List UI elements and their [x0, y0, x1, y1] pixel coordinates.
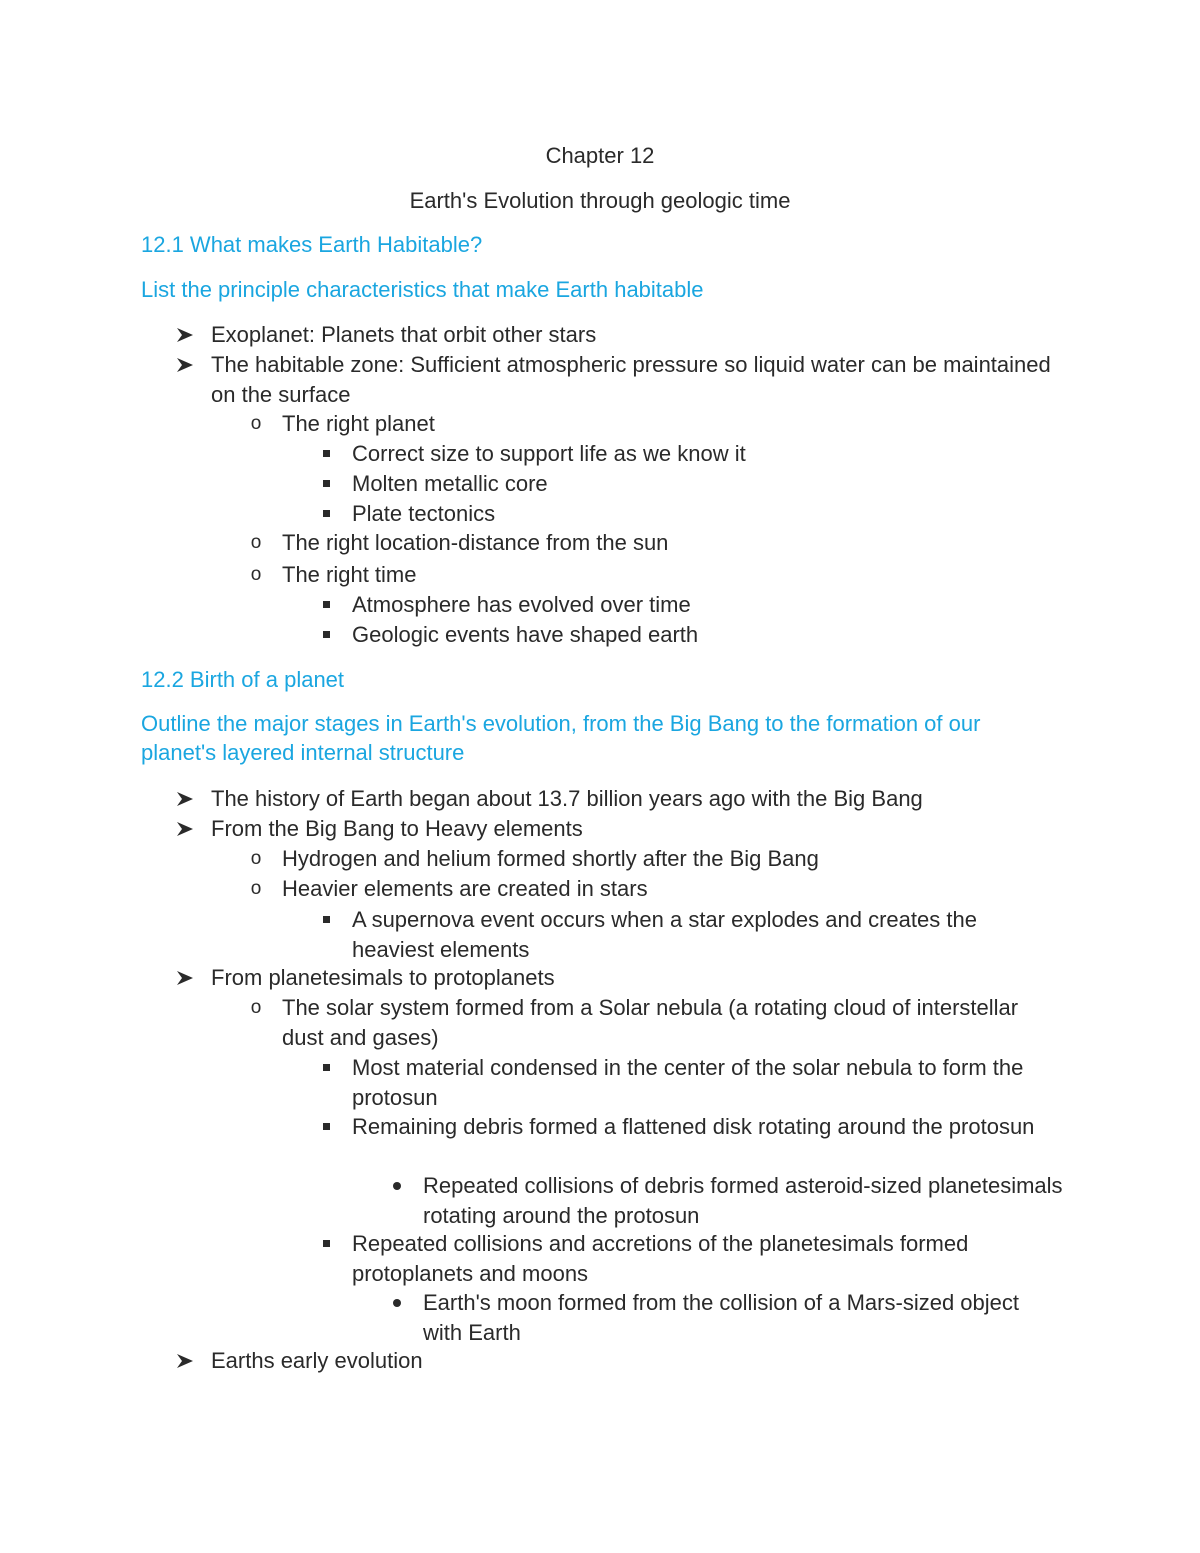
list-item-text: Earth's moon formed from the collision of a Mars-sized object with Earth: [423, 1290, 1019, 1345]
list-item: [211, 963, 1061, 993]
list-item: [250, 409, 1062, 439]
list-item: [423, 1171, 1063, 1230]
list-item-text: Remaining debris formed a flattened disk rotating around the protosun: [352, 1114, 1035, 1139]
chapter-title: Chapter 12: [545, 143, 655, 168]
section-objective-12-1: List the principle characteristics that make Earth habitable: [141, 277, 704, 302]
list-item: [250, 844, 1062, 874]
list-item-text: The right time: [282, 562, 417, 587]
list-item-text: Exoplanet: Planets that orbit other stars: [211, 322, 597, 347]
square-bullet-icon: [316, 1112, 336, 1142]
circle-bullet-icon: o: [250, 848, 262, 870]
arrowhead-bullet-icon: [175, 350, 195, 380]
list-item: [352, 1112, 1062, 1142]
circle-bullet-icon: o: [250, 878, 262, 900]
list-item: [250, 560, 1062, 590]
list-item: [250, 874, 1062, 904]
list-item: [352, 590, 1062, 620]
list-item-text: The solar system formed from a Solar nebula (a rotating cloud of interstellar dust and gases): [282, 995, 1019, 1050]
list-item: [423, 1288, 1063, 1347]
list-item: [211, 1346, 1061, 1376]
list-item: [352, 469, 1062, 499]
square-bullet-icon: [316, 499, 336, 529]
list-item-text: The habitable zone: Sufficient atmospheric pressure so liquid water can be maintained on the surface: [211, 352, 1051, 407]
dot-bullet-icon: [387, 1288, 407, 1318]
list-item-text: Atmosphere has evolved over time: [352, 592, 691, 617]
list-item-text: Correct size to support life as we know it: [352, 441, 746, 466]
list-item-text: The history of Earth began about 13.7 billion years ago with the Big Bang: [211, 786, 923, 811]
list-item: [211, 350, 1061, 409]
list-item: [352, 439, 1062, 469]
square-bullet-icon: [316, 905, 336, 935]
arrowhead-bullet-icon: [175, 784, 195, 814]
list-item-text: From the Big Bang to Heavy elements: [211, 816, 583, 841]
dot-bullet-icon: [387, 1171, 407, 1201]
list-item-text: Molten metallic core: [352, 471, 548, 496]
list-item-text: Plate tectonics: [352, 501, 496, 526]
arrowhead-bullet-icon: [175, 320, 195, 350]
list-item-text: From planetesimals to protoplanets: [211, 965, 555, 990]
square-bullet-icon: [316, 620, 336, 650]
list-item-text: Most material condensed in the center of the solar nebula to form the protosun: [352, 1055, 1024, 1110]
list-item-text: Heavier elements are created in stars: [282, 876, 648, 901]
list-item: [211, 320, 1061, 350]
square-bullet-icon: [316, 590, 336, 620]
list-item-text: Repeated collisions of debris formed asteroid-sized planetesimals rotating around the protosun: [423, 1173, 1063, 1228]
list-item: [211, 784, 1061, 814]
list-item-text: A supernova event occurs when a star explodes and creates the heaviest elements: [352, 907, 977, 962]
list-item-text: Geologic events have shaped earth: [352, 622, 699, 647]
circle-bullet-icon: o: [250, 997, 262, 1019]
circle-bullet-icon: o: [250, 564, 262, 586]
list-item: [211, 814, 1061, 844]
list-item: [352, 905, 1062, 964]
list-item: [352, 1229, 1062, 1288]
list-item: [352, 499, 1062, 529]
list-item-text: Earths early evolution: [211, 1348, 423, 1373]
list-item-text: The right location-distance from the sun: [282, 530, 669, 555]
arrowhead-bullet-icon: [175, 814, 195, 844]
square-bullet-icon: [316, 469, 336, 499]
list-item: [352, 620, 1062, 650]
list-item-text: The right planet: [282, 411, 435, 436]
arrowhead-bullet-icon: [175, 963, 195, 993]
chapter-subtitle: Earth's Evolution through geologic time: [409, 188, 791, 213]
section-heading-12-1: 12.1 What makes Earth Habitable?: [141, 232, 483, 257]
list-item-text: Repeated collisions and accretions of the planetesimals formed protoplanets and moons: [352, 1231, 969, 1286]
square-bullet-icon: [316, 439, 336, 469]
list-item: [250, 528, 1062, 558]
circle-bullet-icon: o: [250, 532, 262, 554]
arrowhead-bullet-icon: [175, 1346, 195, 1376]
circle-bullet-icon: o: [250, 413, 262, 435]
section-heading-12-2: 12.2 Birth of a planet: [141, 667, 345, 692]
list-item-text: Hydrogen and helium formed shortly after the Big Bang: [282, 846, 819, 871]
section-objective-12-2: Outline the major stages in Earth's evolution, from the Big Bang to the formation of our planet's layered internal structure: [141, 711, 981, 765]
square-bullet-icon: [316, 1053, 336, 1083]
list-item: [250, 993, 1062, 1052]
square-bullet-icon: [316, 1229, 336, 1259]
list-item: [352, 1053, 1062, 1112]
